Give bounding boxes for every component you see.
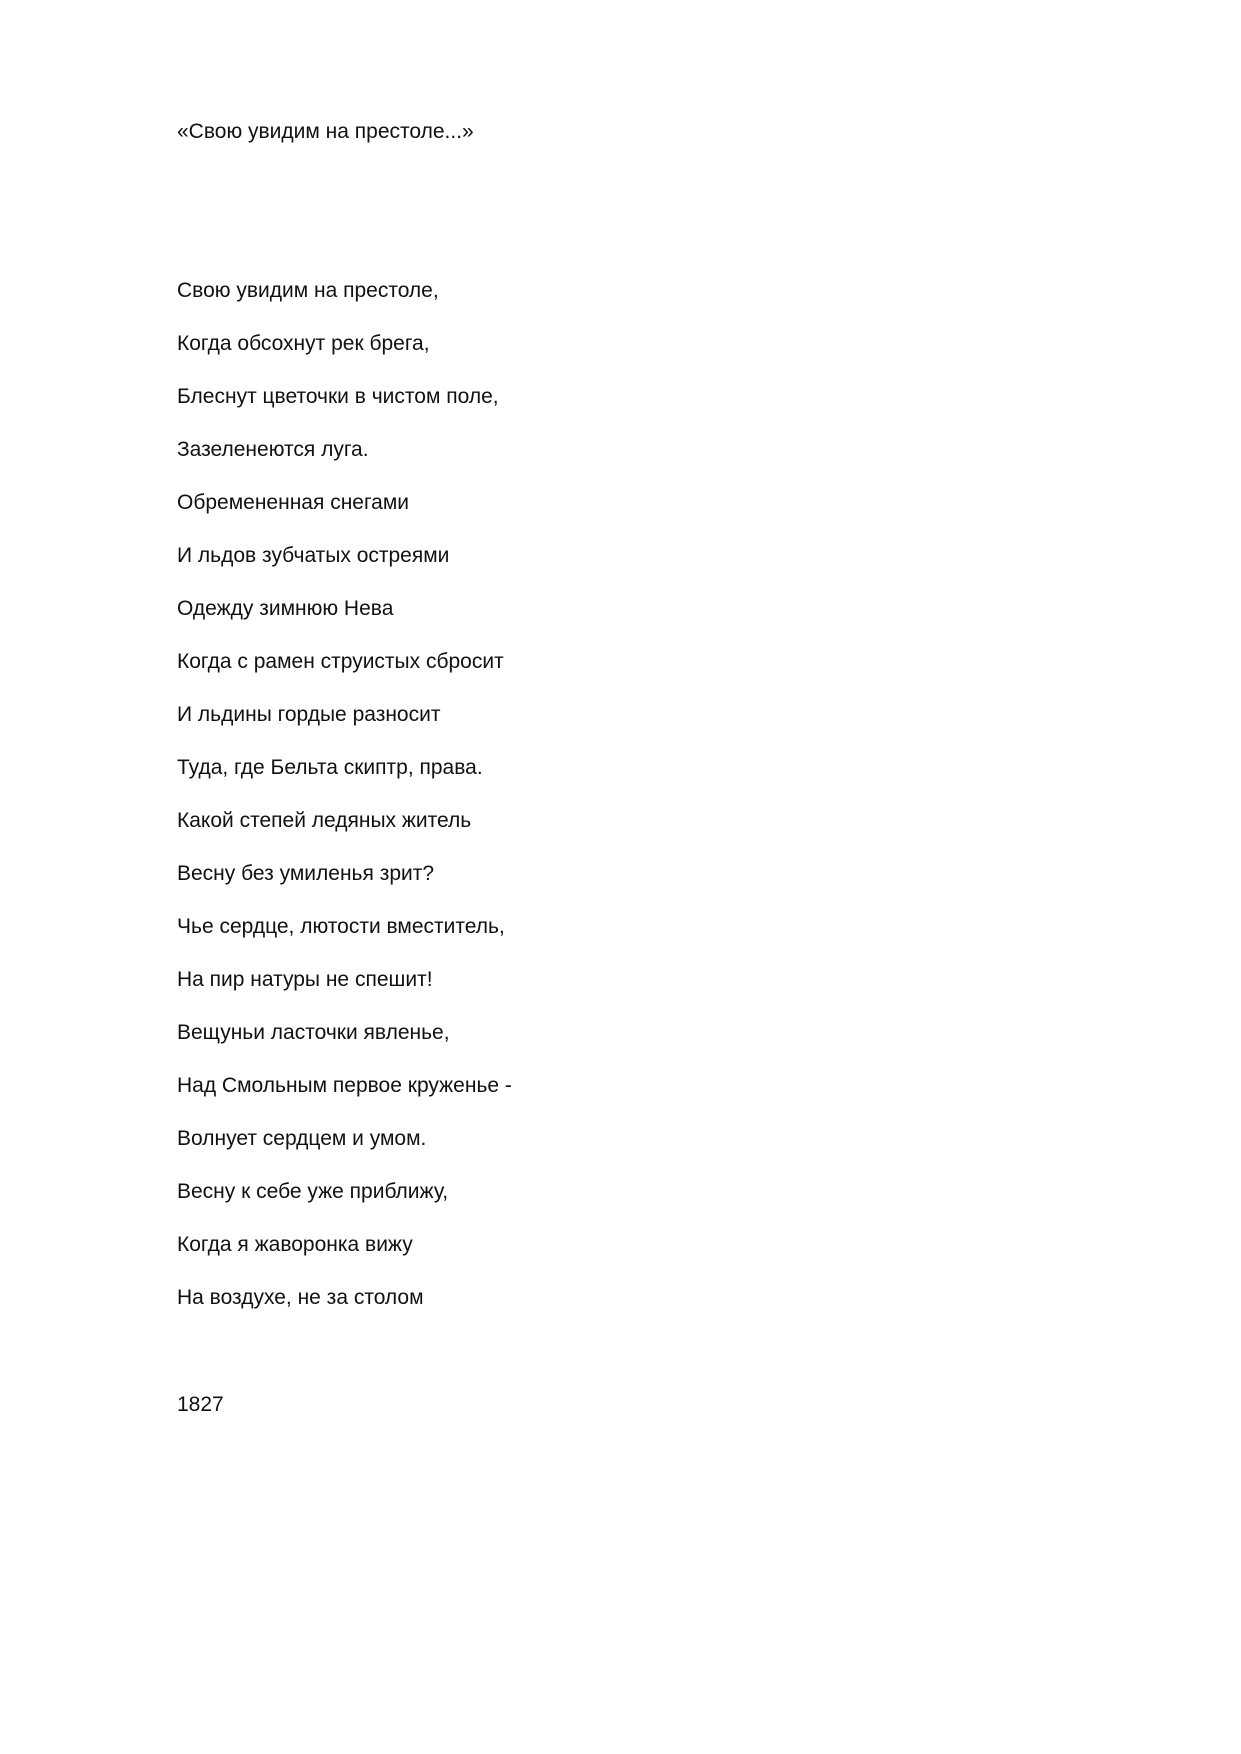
poem-line: Когда с рамен струистых сбросит [177,650,504,673]
poem-line: Блеснут цветочки в чистом поле, [177,385,499,408]
poem-line: Весну без умиленья зрит? [177,862,435,885]
poem-line: Одежду зимнюю Нева [177,597,394,620]
poem-line: Когда обсохнут рек брега, [177,332,430,355]
poem-year: 1827 [177,1393,224,1416]
poem-line: Вещуньи ласточки явленье, [177,1021,450,1044]
poem-line: Чье сердце, лютости вместитель, [177,915,505,938]
poem-line: Какой степей ледяных житель [177,809,472,832]
poem-line: Свою увидим на престоле, [177,279,439,302]
poem-line: Зазеленеются луга. [177,438,369,461]
poem-line: И льдов зубчатых остреями [177,544,450,567]
poem-line: Когда я жаворонка вижу [177,1233,413,1256]
poem-line: Туда, где Бельта скиптр, права. [177,756,483,779]
poem-line: Над Смольным первое круженье - [177,1074,512,1097]
poem-line: На воздухе, не за столом [177,1286,424,1309]
poem-title: «Свою увидим на престоле...» [177,120,474,143]
poem-line: Обремененная снегами [177,491,410,514]
poem-line: Весну к себе уже приближу, [177,1180,449,1203]
poem-line: Волнует сердцем и умом. [177,1127,427,1150]
poem-body [177,277,512,1337]
poem-line: И льдины гордые разносит [177,703,441,726]
poem-line: На пир натуры не спешит! [177,968,433,991]
